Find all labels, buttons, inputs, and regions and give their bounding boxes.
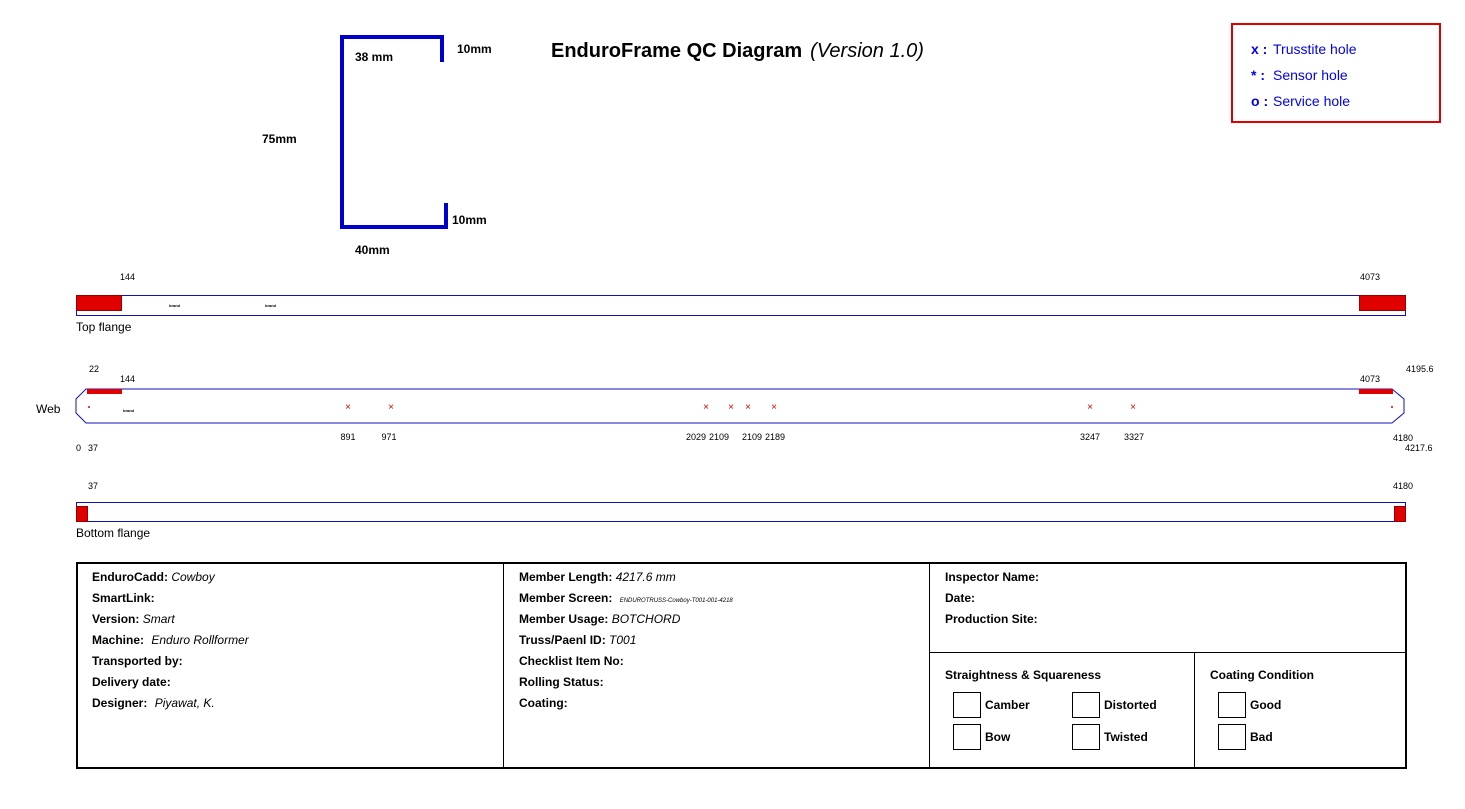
top-flange-right-dim: 4073	[1360, 272, 1381, 282]
page-title	[551, 40, 924, 63]
info-delivery-date: Delivery date:	[92, 675, 171, 689]
c-profile-outline	[342, 37, 446, 227]
info-machine: Machine: Enduro Rollformer	[92, 633, 249, 647]
bottom-flange-left-dim: 37	[88, 481, 99, 491]
top-flange-left-block	[76, 295, 122, 311]
legend-item-sensor: * : Sensor hole	[1251, 67, 1348, 83]
twisted-checkbox[interactable]	[1072, 724, 1100, 750]
web-hole-mark-5: ×	[745, 402, 751, 413]
distorted-label: Distorted	[1104, 698, 1157, 712]
web-left-bottom-dim-a: 0	[76, 443, 82, 453]
top-flange-brand-1: brand	[169, 303, 181, 308]
bottom-flange-right-dim: 4180	[1393, 481, 1414, 491]
profile-height: 75mm	[262, 132, 297, 146]
legend-item-service: o : Service hole	[1251, 93, 1351, 109]
top-flange-right-block	[1359, 295, 1406, 311]
info-smartlink: SmartLink:	[92, 591, 155, 605]
web-hole-label-3: 2029	[685, 432, 707, 442]
coating-block	[1194, 652, 1405, 767]
web-right-block	[1359, 389, 1393, 394]
info-coating: Coating:	[519, 696, 568, 710]
camber-label: Camber	[985, 698, 1030, 712]
legend-item-trusstite: x : Trusstite hole	[1251, 41, 1357, 57]
qc-info-table	[76, 562, 1407, 769]
web-right-top-dim-a: 4073	[1360, 374, 1381, 384]
twisted-label: Twisted	[1104, 730, 1148, 744]
info-inspector-block	[929, 564, 1405, 653]
web-right-dot	[1391, 406, 1393, 408]
info-date: Date:	[945, 591, 976, 605]
top-flange-label: Top flange	[76, 320, 132, 334]
web-brand: brand	[123, 408, 135, 413]
web-hole-label-7: 3247	[1079, 432, 1101, 442]
info-version: Version: Smart	[92, 612, 175, 626]
web-bar	[70, 385, 1415, 427]
info-member-usage: Member Usage: BOTCHORD	[519, 612, 681, 626]
info-member-screen: Member Screen: ENDUROTRUSS-Cowboy-T001-001-4218	[519, 591, 733, 605]
web-outline	[76, 389, 1404, 423]
profile-top-lip: 10mm	[457, 42, 492, 56]
info-member-length: Member Length: 4217.6 mm	[519, 570, 676, 584]
good-label: Good	[1250, 698, 1282, 712]
web-hole-mark-1: ×	[345, 402, 351, 413]
distorted-checkbox[interactable]	[1072, 692, 1100, 718]
bow-checkbox[interactable]	[953, 724, 981, 750]
straightness-title: Straightness & Squareness	[945, 668, 1102, 682]
info-transported-by: Transported by:	[92, 654, 183, 668]
web-hole-label-8: 3327	[1123, 432, 1145, 442]
title-text: EnduroFrame QC Diagram	[551, 40, 803, 62]
top-flange-left-dim: 144	[120, 272, 136, 282]
title-version: (Version 1.0)	[810, 40, 924, 62]
web-hole-mark-4: ×	[728, 402, 734, 413]
good-checkbox[interactable]	[1218, 692, 1246, 718]
web-left-top-dim-a: 22	[89, 364, 100, 374]
profile-bottom-lip: 10mm	[452, 213, 487, 227]
web-left-top-dim-b: 144	[120, 374, 136, 384]
web-hole-mark-8: ×	[1130, 402, 1136, 413]
web-hole-mark-3: ×	[703, 402, 709, 413]
info-rolling-status: Rolling Status:	[519, 675, 604, 689]
top-flange-brand-2: brand	[265, 303, 277, 308]
web-hole-label-2: 971	[381, 432, 397, 442]
info-truss-id: Truss/Paenl ID: T001	[519, 633, 637, 647]
web-right-top-dim-b: 4195.6	[1406, 364, 1434, 374]
web-hole-label-4: 2109	[708, 432, 730, 442]
web-hole-label-6: 2189	[764, 432, 786, 442]
info-enducadd: EnduroCadd: Cowboy	[92, 570, 215, 584]
info-column-2	[503, 564, 930, 767]
bottom-flange-right-block	[1394, 506, 1406, 522]
web-hole-mark-7: ×	[1087, 402, 1093, 413]
web-right-bottom-dim-b: 4217.6	[1405, 443, 1433, 453]
bottom-flange-bar	[76, 502, 1406, 522]
web-left-dot	[88, 406, 90, 408]
bad-label: Bad	[1250, 730, 1273, 744]
web-hole-label-1: 891	[340, 432, 356, 442]
bottom-flange-left-block	[76, 506, 88, 522]
info-inspector-name: Inspector Name:	[945, 570, 1040, 584]
web-left-bottom-dim-b: 37	[88, 443, 99, 453]
web-hole-label-5: 2109	[741, 432, 763, 442]
camber-checkbox[interactable]	[953, 692, 981, 718]
info-checklist-item: Checklist Item No:	[519, 654, 624, 668]
c-profile-drawing	[330, 30, 470, 235]
info-production-site: Production Site:	[945, 612, 1038, 626]
profile-bottom-width: 40mm	[355, 243, 390, 257]
bad-checkbox[interactable]	[1218, 724, 1246, 750]
web-label: Web	[36, 402, 61, 416]
web-right-bottom-dim-a: 4180	[1393, 433, 1414, 443]
coating-title: Coating Condition	[1210, 668, 1314, 682]
profile-top-width: 38 mm	[355, 50, 394, 64]
info-designer: Designer: Piyawat, K.	[92, 696, 215, 710]
web-left-block	[87, 389, 122, 394]
web-hole-mark-6: ×	[771, 402, 777, 413]
straightness-block	[929, 652, 1195, 767]
web-hole-mark-2: ×	[388, 402, 394, 413]
hole-legend	[1231, 23, 1441, 123]
bow-label: Bow	[985, 730, 1011, 744]
info-column-1	[78, 564, 504, 767]
bottom-flange-label: Bottom flange	[76, 526, 151, 540]
